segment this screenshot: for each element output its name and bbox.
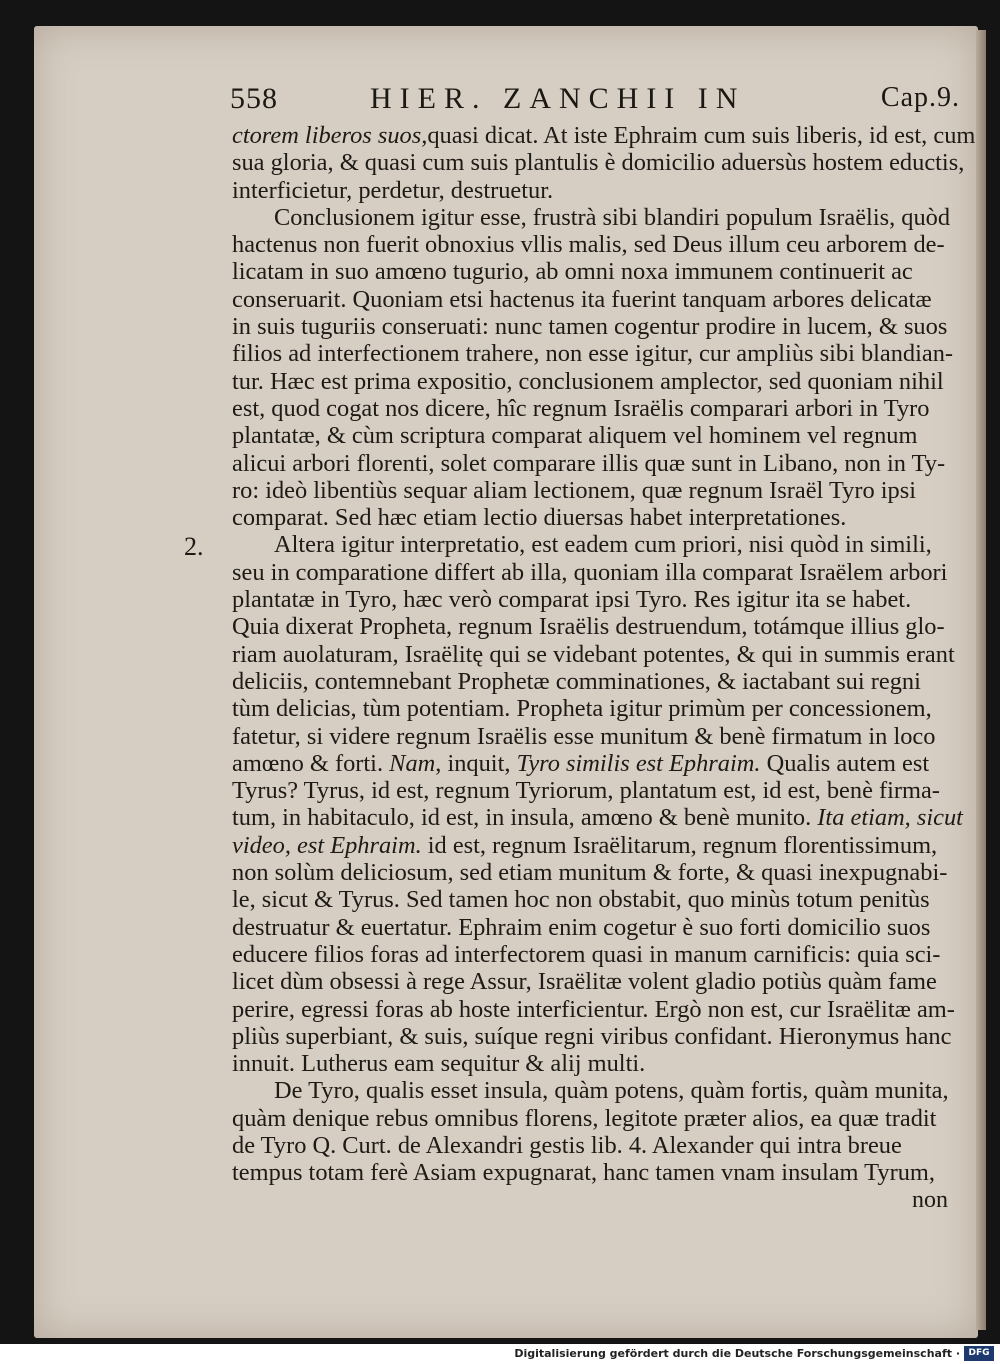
text-run: licatam in suo amœno tugurio, ab omni noxa immunem continuerit ac (232, 258, 913, 286)
text-line (232, 586, 948, 613)
italic-text: Nam (389, 749, 436, 777)
text-run: est, quod cogat nos dicere, hîc regnum Israëlis comparari arbori in Tyro (232, 394, 930, 422)
text-run: Altera igitur interpretatio, est eadem cum priori, nisi quòd in simili, (274, 531, 932, 559)
text-run: plantatæ in Tyro, hæc verò comparat ipsi Tyro. Res igitur ita se habet. (232, 586, 912, 614)
text-line (232, 450, 948, 477)
text-line (232, 640, 955, 668)
text-line (232, 231, 948, 258)
text-run: amœno & forti. (232, 749, 390, 777)
text-run: quàm denique rebus omnibus florens, legitote præter alios, ea quæ tradit (232, 1104, 937, 1132)
text-line (232, 968, 948, 995)
text-line (232, 122, 976, 149)
text-line (232, 804, 963, 832)
digitization-footer (0, 1344, 1000, 1364)
text-run: destruatur & euertatur. Ephraim enim cogetur è suo forti domicilio suos (232, 913, 931, 941)
italic-text: video, est Ephraim. (232, 831, 422, 859)
text-run: Conclusionem igitur esse, frustrà sibi blandiri populum Israëlis, quòd (274, 203, 951, 231)
chapter-reference: Cap.9. (880, 82, 960, 113)
page-number: 558 (230, 82, 278, 115)
text-run: seu in comparatione differt ab illa, quoniam illa comparat Israëlem arbori (232, 558, 948, 586)
text-line (232, 504, 948, 531)
text-run: Tyrus? Tyrus, id est, regnum Tyriorum, plantatum est, id est, benè firma- (232, 777, 940, 805)
text-line (232, 723, 948, 750)
footer-credit: Digitalisierung gefördert durch die Deutsche Forschungsgemeinschaft · (514, 1347, 960, 1360)
text-run: sua gloria, & quasi cum suis plantulis è domicilio aduersùs hostem eductis, (232, 149, 965, 177)
text-run: alicui arbori florenti, solet comparare illis quæ sunt in Libano, non in Ty- (232, 449, 946, 477)
italic-text: Ita etiam, sicut (817, 804, 963, 832)
text-line (232, 258, 948, 285)
text-line (232, 613, 948, 640)
text-run: conseruarit. Quoniam etsi hactenus ita fuerint tanquam arbores delicatæ (232, 285, 932, 313)
text-line (232, 149, 965, 177)
text-line (232, 995, 955, 1023)
text-run: tùm delicias, tùm potentiam. Propheta igitur primùm per concessionem, (232, 695, 932, 723)
text-run: Qualis autem est (760, 749, 930, 777)
text-line (232, 422, 948, 449)
text-line (232, 313, 948, 340)
text-line (232, 750, 948, 777)
page-edge (976, 30, 986, 1330)
catchword: non (912, 1187, 948, 1213)
text-run: le, sicut & Tyrus. Sed tamen hoc non obstabit, quo minùs totum penitùs (232, 886, 930, 914)
text-line (232, 1132, 948, 1159)
text-run: deliciis, contemnebant Prophetæ comminationes, & iactabant sui regni (232, 667, 921, 695)
text-run: tur. Hæc est prima expositio, conclusionem amplector, sed quoniam nihil (232, 367, 944, 395)
text-run: licet dùm obsessi à rege Assur, Israëlitæ volent gladio potiùs quàm fame (232, 968, 937, 996)
text-run: fatetur, si videre regnum Israëlis esse munitum & benè firmatum in loco (232, 722, 936, 750)
text-line (232, 1105, 948, 1132)
dfg-logo: DFG (964, 1346, 994, 1361)
text-line (232, 695, 948, 722)
text-run: innuit. Lutherus eam sequitur & alij multi. (232, 1050, 646, 1078)
text-line (232, 1050, 948, 1077)
text-run: in suis tuguriis conseruati: nunc tamen cogentur prodire in lucem, & suos (232, 313, 948, 341)
text-line (232, 203, 951, 231)
text-line (232, 832, 948, 859)
text-run: plantatæ, & cùm scriptura comparat aliquem vel hominem vel regnum (232, 422, 918, 450)
text-run: comparat. Sed hæc etiam lectio diuersas habet interpretationes. (232, 504, 847, 532)
text-line (232, 1022, 952, 1050)
text-run: riam auolaturam, Israëlitę qui se videbant potentes, & qui in summis erant (232, 640, 955, 668)
text-run: id est, regnum Israëlitarum, regnum florentissimum, (421, 831, 938, 859)
text-run: tempus totam ferè Asiam expugnarat, hanc tamen vnam insulam Tyrum, (232, 1159, 935, 1187)
text-run: Quia dixerat Propheta, regnum Israëlis destruendum, totámque illius glo- (232, 613, 945, 641)
text-line (232, 777, 948, 804)
italic-text: ctorem liberos suos, (232, 122, 428, 149)
running-title: HIER. ZANCHII IN (370, 82, 746, 115)
text-line (232, 477, 948, 504)
text-line (232, 395, 948, 422)
running-header (230, 82, 960, 122)
text-run: pliùs superbiant, & suis, suíque regni viribus confidant. Hieronymus hanc (232, 1022, 952, 1050)
text-run: ro: ideò libentiùs sequar aliam lectionem, quæ regnum Israël Tyro ipsi (232, 476, 917, 504)
text-run: de Tyro Q. Curt. de Alexandri gestis lib. 4. Alexander qui intra breue (232, 1131, 902, 1159)
text-line (232, 559, 948, 586)
text-line (232, 340, 954, 368)
text-run: hactenus non fuerit obnoxius vllis malis, sed Deus illum ceu arborem de- (232, 231, 945, 259)
text-line (232, 914, 948, 941)
text-run: filios ad interfectionem trahere, non esse igitur, cur ampliùs sibi blandian- (232, 340, 954, 368)
text-run: De Tyro, qualis esset insula, quàm potens, quàm fortis, quàm munita, (274, 1077, 949, 1105)
text-line (232, 286, 948, 313)
italic-text: Tyro similis est Ephraim. (516, 749, 761, 777)
text-run: perire, egressi foras ab hoste interficientur. Ergò non est, cur Israëlitæ am- (232, 995, 955, 1023)
text-line (232, 886, 948, 913)
text-run: interficietur, perdetur, destruetur. (232, 176, 554, 204)
text-run: educere filios foras ad interfectorem quasi in manum carnificis: quia sci- (232, 940, 941, 968)
text-line (232, 177, 948, 204)
text-line (232, 941, 948, 968)
text-run: , inquit, (435, 749, 517, 777)
body-text (232, 122, 976, 1187)
text-line (232, 1077, 948, 1104)
text-run: tum, in habitaculo, id est, in insula, amœno & benè munito. (232, 804, 818, 832)
text-line (232, 668, 948, 695)
text-run: quasi dicat. At iste Ephraim cum suis liberis, id est, cum (427, 122, 976, 149)
marginal-number: 2. (184, 532, 204, 561)
text-line (232, 1159, 948, 1186)
text-line (232, 859, 948, 886)
text-line (232, 368, 948, 395)
text-run: non solùm deliciosum, sed etiam munitum & forte, & quasi inexpugnabi- (232, 859, 948, 887)
text-line (232, 531, 948, 558)
